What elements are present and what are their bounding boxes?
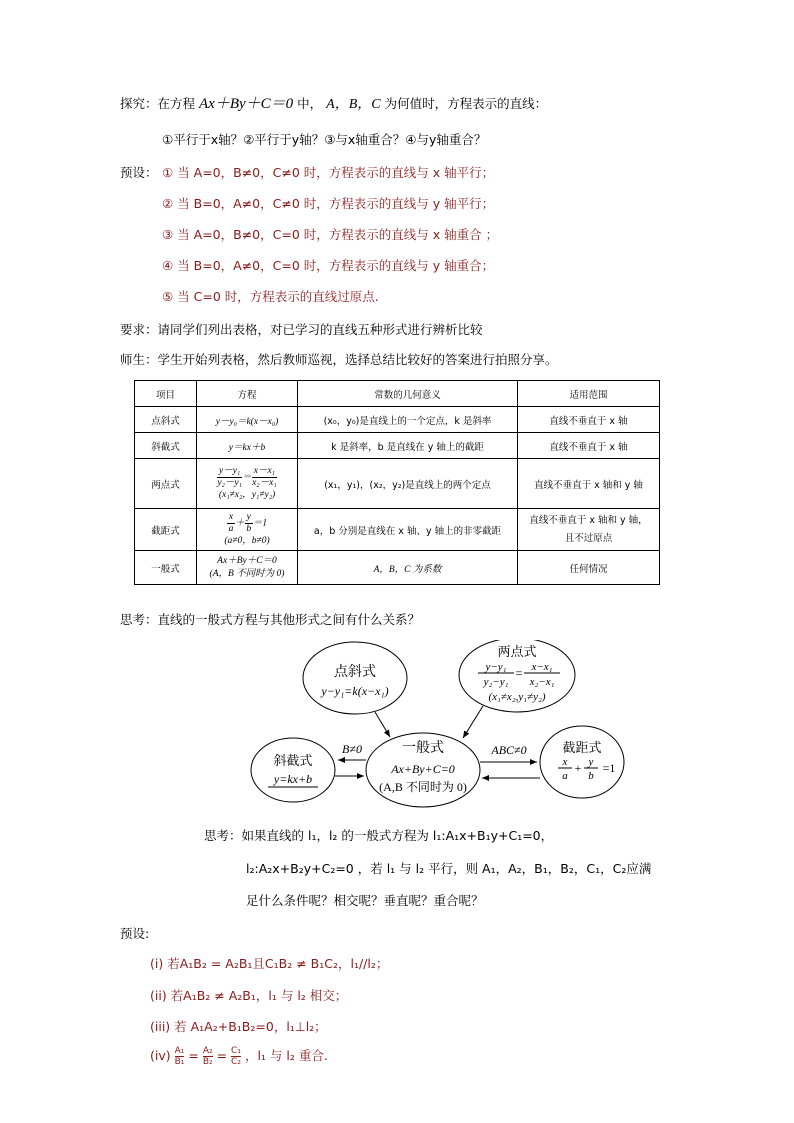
- cell-scope: 任何情况: [518, 551, 660, 585]
- cell-eq: $\frac{\text{y－y₁}}{\text{y₂－y₁}}$ ＝ $\frac{\text{x－x₁}}{\text{x₂－x₁}}$ (x₁≠x₂，y₁≠y₂): [197, 459, 298, 509]
- point-slope-eq: y−y₁=k(x−x₁): [321, 684, 389, 698]
- cell-scope: 直线不垂直于 x 轴: [518, 433, 660, 459]
- frac-num: y－y₁: [218, 466, 241, 476]
- think2-line2: l₂:A₂x+B₂y+C₂=0 ，若 l₁ 与 l₂ 平行，则 A₁，A₂，B₁，B₂，C₁，C₂应满: [246, 861, 652, 876]
- eq-cond: (a≠0，b≠0): [224, 536, 270, 546]
- frac-num: A₁: [174, 1046, 185, 1056]
- fraction: [227, 512, 235, 535]
- cell-scope: 直线不垂直于 x 轴和 y 轴: [518, 459, 660, 509]
- explore-questions: ①平行于x轴？②平行于y轴？③与x轴重合？④与y轴重合？: [162, 132, 487, 147]
- preset2-i: (i) 若A₁B₂ = A₂B₁且C₁B₂ ≠ B₁C₂，l₁//l₂；: [150, 956, 389, 971]
- explore-mid: 中，: [297, 96, 323, 111]
- slope-intercept-node: [251, 738, 335, 802]
- fraction: [217, 466, 242, 489]
- eq-cond: (A，B 不同时为 0): [209, 568, 285, 579]
- iv-tail: ，l₁ 与 l₂ 重合.: [244, 1048, 328, 1063]
- point-slope-title: 点斜式: [334, 665, 376, 680]
- table-header: 适用范围: [518, 381, 660, 407]
- hypothesis-item: ① 当 A=0，B≠0，C≠0 时，方程表示的直线与 x 轴平行；: [162, 165, 495, 180]
- general-cond: (A,B 不同时为 0): [379, 780, 467, 794]
- cell-eq: [197, 551, 298, 585]
- label-abc-neq-0: ABC≠0: [491, 743, 527, 757]
- frac-num: x: [228, 512, 234, 522]
- label-b-neq-0: B≠0: [342, 742, 362, 756]
- frac-num: y: [246, 512, 251, 522]
- frac-den: C₂: [231, 1057, 241, 1067]
- two-point-num-r: x−x₁: [531, 661, 553, 673]
- two-point-den-l: y₂−y₁: [483, 676, 509, 688]
- relation-diagram: [240, 640, 640, 815]
- cell-meaning: a，b 分别是直线在 x 轴、y 轴上的非零截距: [298, 509, 518, 551]
- table-header-row: [135, 381, 660, 407]
- cell-name: 斜截式: [135, 433, 197, 459]
- explore-line: [120, 96, 547, 113]
- fraction: [203, 1046, 213, 1067]
- slope-int-title: 斜截式: [273, 753, 313, 768]
- table-header: 项目: [135, 381, 197, 407]
- requirement-text: 要求：请同学们列出表格，对已学习的直线五种形式进行辨析比较: [120, 322, 483, 337]
- hypothesis-item: ④ 当 B=0，A≠0，C=0 时，方程表示的直线与 y 轴重合；: [162, 258, 495, 273]
- table-header: 方程: [197, 381, 298, 407]
- slope-int-eq: y=kx+b: [273, 772, 313, 786]
- cell-eq: $\frac{x}{a}$ ＋ $\frac{y}{b}$ ＝1 (a≠0，b≠0): [197, 509, 298, 551]
- cell-meaning: k 是斜率，b 是直线在 y 轴上的截距: [298, 433, 518, 459]
- iv-prefix: (iv): [150, 1048, 171, 1063]
- intercept-den-b: b: [588, 770, 594, 782]
- frac-num: A₂: [202, 1046, 213, 1056]
- cell-eq: y－y₀＝k(x－x₀): [197, 407, 298, 433]
- cell-name: 一般式: [135, 551, 197, 585]
- frac-den: a: [228, 524, 234, 534]
- frac-num: x－x₁: [253, 466, 275, 476]
- cell-meaning: (x₀，y₀)是直线上的一个定点，k 是斜率: [298, 407, 518, 433]
- general-eq: Ax+By+C=0: [391, 762, 455, 776]
- cell-name: 两点式: [135, 459, 197, 509]
- eq-rhs: ＝1: [252, 518, 268, 529]
- think1-text: 思考：直线的一般式方程与其他形式之间有什么关系？: [120, 612, 421, 627]
- hypothesis-item: ③ 当 A=0，B≠0，C=0 时，方程表示的直线与 x 轴重合 ；: [162, 227, 499, 242]
- cell-name: 点斜式: [135, 407, 197, 433]
- intercept-num-b: y: [588, 756, 594, 768]
- table-row: [135, 509, 660, 551]
- two-point-title: 两点式: [497, 644, 537, 659]
- cell-eq: y＝kx＋b: [197, 433, 298, 459]
- cell-meaning: A，B，C 为系数: [298, 551, 518, 585]
- scope-line: 直线不垂直于 x 轴和 y 轴，: [529, 514, 648, 526]
- preset2-label: 预设:: [120, 926, 150, 941]
- table-row: [135, 551, 660, 585]
- fraction: [175, 1046, 185, 1067]
- preset2-iii: (iii) 若 A₁A₂+B₁B₂=0，l₁⊥l₂；: [150, 1019, 327, 1034]
- hypothesis-item: ② 当 B=0，A≠0，C≠0 时，方程表示的直线与 y 轴平行；: [162, 196, 495, 211]
- hypothesis-item: ⑤ 当 C=0 时，方程表示的直线过原点.: [162, 289, 379, 304]
- fraction: [231, 1046, 241, 1067]
- explore-tail: 为何值时，方程表示的直线：: [384, 96, 548, 111]
- frac-den: y₂－y₁: [217, 478, 242, 488]
- frac-den: B₁: [174, 1057, 185, 1067]
- frac-den: x₂－x₁: [252, 478, 277, 488]
- preset2-iv: (iv) $\frac{\text{A₁}}{\text{B₁}}$ = $\frac{\text{A₂}}{\text{B₂}}$ = $\frac{\text{C₁}}{\text{C₂}}$ ，l₁ 与 l₂ 重合.: [150, 1046, 328, 1067]
- think2-line1: 思考：如果直线的 l₁，l₂ 的一般式方程为 l₁:A₁x+B₁y+C₁=0，: [204, 828, 554, 843]
- explore-equation: Ax＋By＋C＝0: [199, 96, 294, 112]
- two-point-den-r: x₂−x₁: [529, 676, 555, 688]
- preset2-ii: (ii) 若A₁B₂ ≠ A₂B₁，l₁ 与 l₂ 相交；: [150, 988, 348, 1003]
- cell-name: 截距式: [135, 509, 197, 551]
- fraction: [252, 466, 277, 489]
- frac-den: b: [246, 524, 252, 534]
- general-title: 一般式: [402, 741, 444, 756]
- two-point-num-l: y−y₁: [485, 661, 507, 673]
- comparison-table: [134, 380, 660, 585]
- fraction: [245, 512, 253, 535]
- table-row: [135, 433, 660, 459]
- cell-scope: [518, 509, 660, 551]
- intercept-title: 截距式: [562, 740, 602, 755]
- scope-line: 且不过原点: [564, 532, 613, 544]
- explore-vars: A，B，C: [326, 97, 381, 112]
- table-row: [135, 407, 660, 433]
- cell-scope: 直线不垂直于 x 轴: [518, 407, 660, 433]
- arrow-pointslope-general: [375, 712, 390, 737]
- arrow-twopoint-general: [463, 706, 483, 738]
- teacher-text: 师生：学生开始列表格，然后教师巡视，选择总结比较好的答案进行拍照分享。: [120, 352, 558, 367]
- frac-num: C₁: [231, 1046, 241, 1056]
- table-row: [135, 459, 660, 509]
- intercept-den-a: a: [562, 770, 568, 782]
- eq-main: Ax＋By＋C＝0: [217, 555, 277, 566]
- intercept-num-a: x: [562, 756, 568, 768]
- frac-den: B₂: [202, 1057, 213, 1067]
- think2-line3: 足什么条件呢？相交呢？垂直呢？重合呢？: [246, 893, 484, 908]
- table-header: 常数的几何意义: [298, 381, 518, 407]
- intercept-rhs: =1: [602, 761, 616, 775]
- explore-label: 探究：在方程: [120, 96, 196, 111]
- intercept-plus: +: [574, 761, 582, 775]
- eq-cond: (x₁≠x₂，y₁≠y₂): [218, 490, 276, 500]
- two-point-cond: (x₁≠x₂,y₁≠y₂): [488, 691, 546, 703]
- cell-meaning: (x₁，y₁)，(x₂，y₂)是直线上的两个定点: [298, 459, 518, 509]
- hypothesis-label: 预设：: [120, 165, 158, 180]
- two-point-equals: =: [515, 666, 523, 680]
